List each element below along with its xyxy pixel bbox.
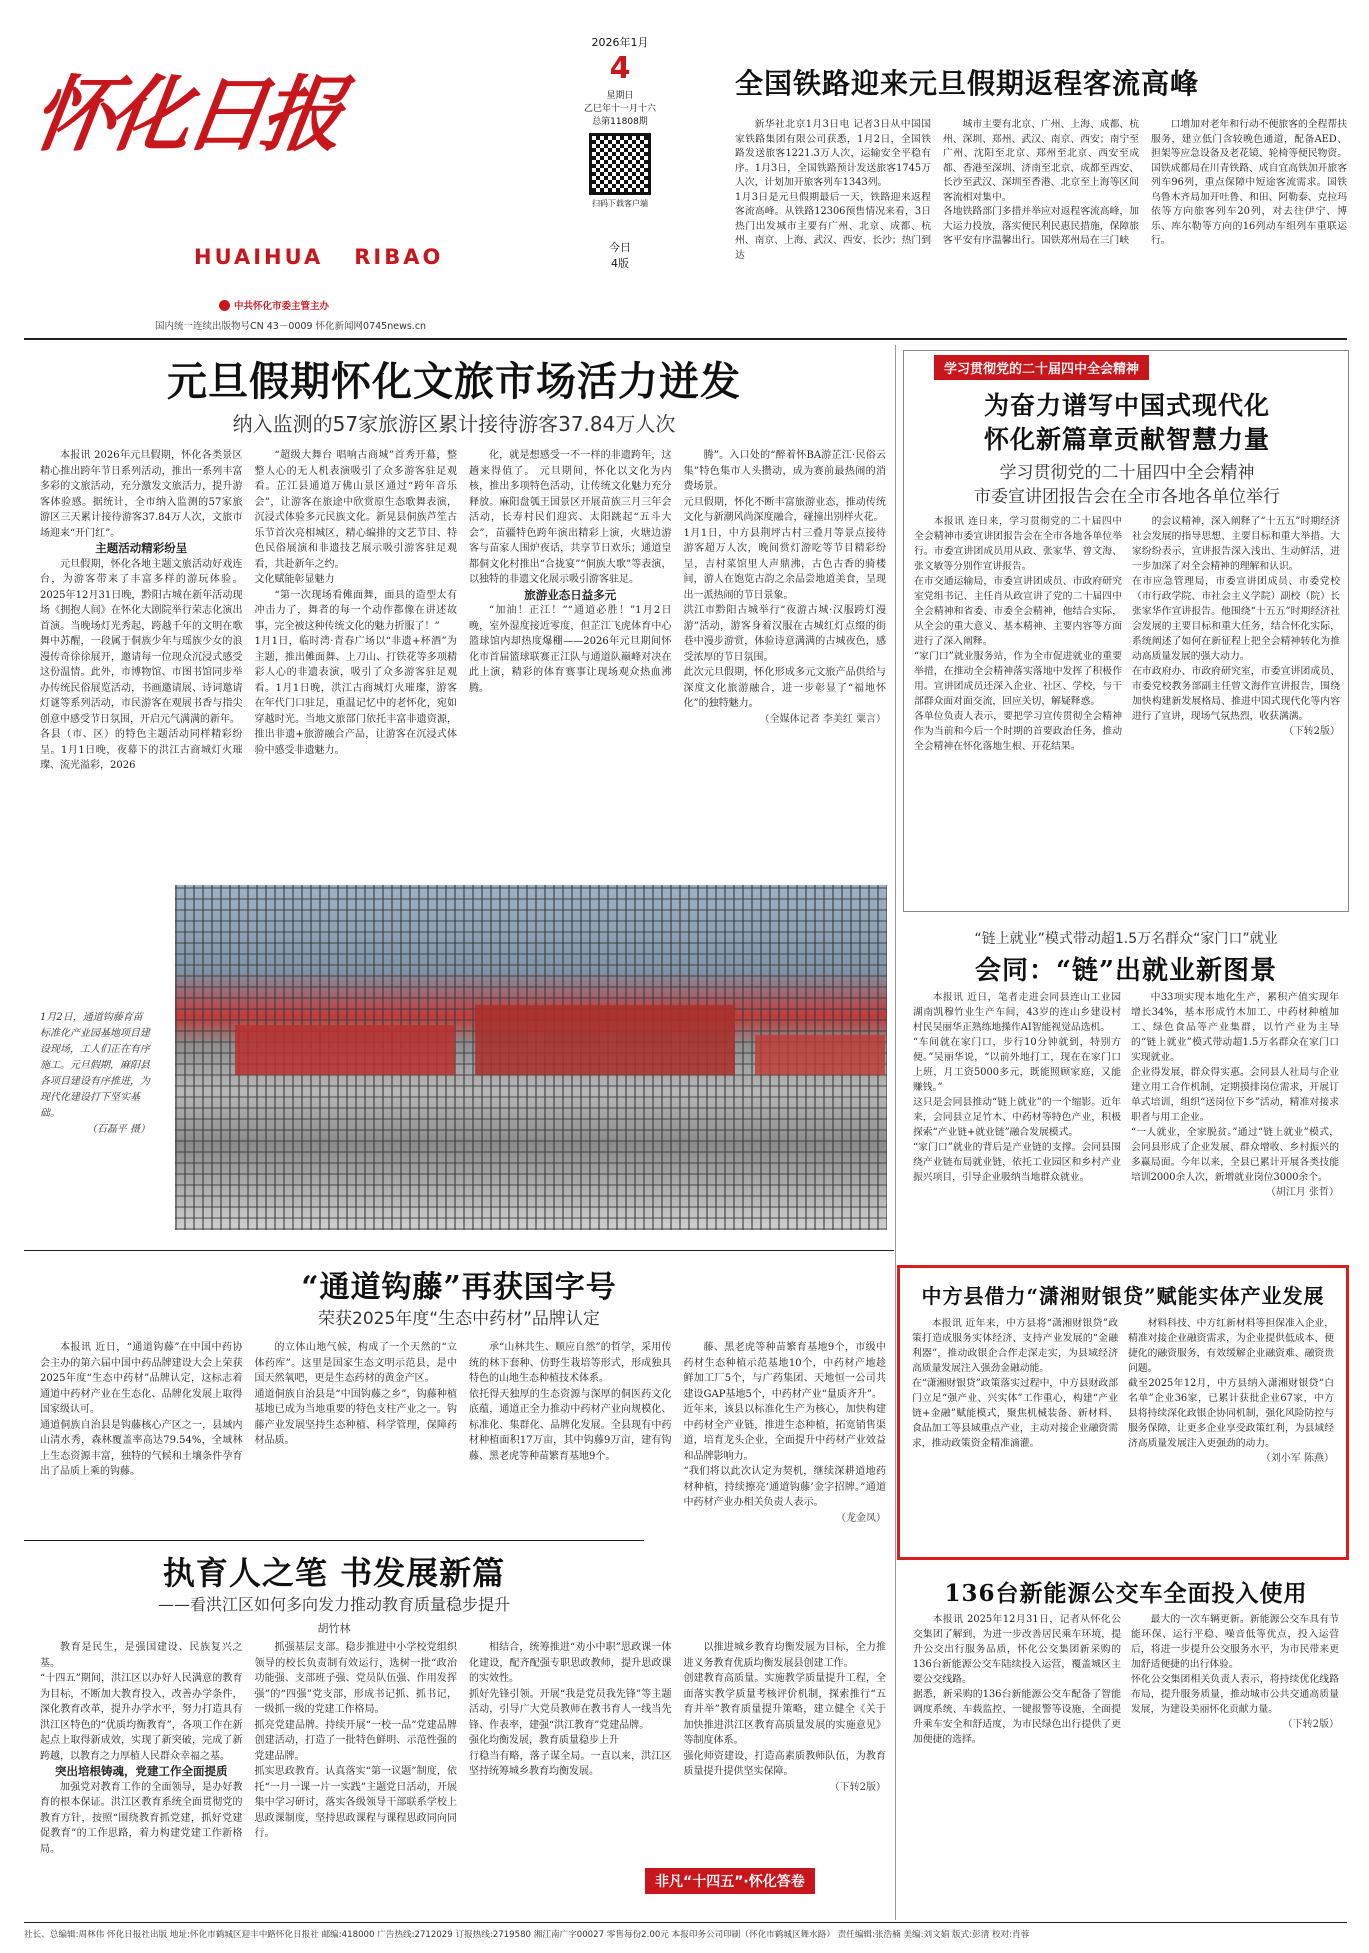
tourism-col-4: 腾”。入口处的“醉着怀BA游芷江·民俗云集”特色集市人头攒动，成为赛前最热闹的消费场景。 元旦假期，怀化不断丰富旅游业态，推动传统文化与新潮风尚深度融合，碰撞出别样火花。 1月1日，中方县荆坪古村三叠月等景点接待游客超万人次，晚间赏灯游吃等节目精彩纷呈，吉村菜馆里人声鼎沸，古色古香的骑楼间，游人在饱览古韵之余品尝地道美食，呈现出一派热闹的节日景象。 洪江市黔阳古城举行“夜游古城·汉服跨灯漫游”活动，游客身着汉服在古城红灯点缀的街巷中漫步游赏，体验诗意满满的古城夜色，感受浓厚的节日氛围。 此次元旦假期，怀化形成多元文旅产品供给与深度文化旅游融合，进一步彰显了“福地怀化”的独特魅力。 [683,450,886,709]
education-col-4: 以推进城乡教育均衡发展为目标，全力推进义务教育优质均衡发展县创建工作。 创建教育高质量。实施教学质量提升工程，全面落实教学质量考核评价机制，探索推行“五育并举”教育质量提升策略，建立健全《关于加快推进洪江区教育高质量发展的实施意见》等制度体系。 强化师资建设，打造高素质教师队伍，为教育质量提升提供坚实保障。 [683,1642,886,1777]
study-col-1: 本报讯 连日来，学习贯彻党的二十届四中全会精神市委宣讲团报告会在全市各地各单位举行。市委宣讲团成员用从政、张家华、曾文海、张文敏等分别作宣讲报告。 在市交通运输局，市委宣讲团成员、市政府研究室党组书记、主任肖从政宣讲了党的二十届四中全会精神和省委、市委全会精神，他结合实际，从全会的重大意义、基本精神、主要内容等方面进行了深入阐释。 “家门口”就业服务站，作为全市促进就业的重要举措，在推动全会精神落实落地中发挥了积极作用。宣讲团成员还深入企业、社区、学校，与干部群众面对面交流，回应关切，解疑释惑。 各单位负责人表示，要把学习宣传贯彻全会精神作为当前和今后一个时期的首要政治任务，推动全会精神在怀化落地生根、开花结果。 [914,516,1122,752]
education-subhead: 突出培根铸魂，党建工作全面提质 [55,1764,228,1778]
photo-red-platform-2 [475,1005,735,1075]
gouteng-col-2: 的立体山地气候，构成了一个天然的“立体药库”。这里是国家生态文明示范县，是中国天然氧吧，更是生态药材的黄金产区。 通道侗族自治县是“中国钩藤之乡”，钩藤种植基地已成为当地重要的特色支柱产业之一。钩藤产业发展坚持生态种植、科学管理，保障药材品质。 [254,1342,457,1446]
masthead-rule [24,338,1347,340]
date-box [560,26,680,326]
footer-rule [24,1922,1347,1923]
finance-box [897,1265,1349,1560]
tourism-body [40,448,886,868]
date-day: 4 [609,51,631,86]
gouteng-subtitle: 荣获2025年度“生态中药材”品牌认定 [318,1309,600,1329]
rail-news-body [735,118,1347,263]
bus-title: 136台新能源公交车全面投入使用 [944,1580,1308,1607]
divider-mid [24,1250,894,1251]
jobs-body [913,990,1339,1250]
bus-body [913,1612,1339,1912]
masthead [24,20,544,320]
rail-news-col-3: 口增加对老年和行动不便旅客的全程帮扶服务，建立低门含较晚色通道，配备AED、担架等应急设备及老花镜、轮椅等便民物资。国铁成都局在川青铁路、成自宜高铁加开旅客列车96列，重点保障中短途客流需求。国铁乌鲁木齐局加开吐鲁、和田、阿勒泰、克拉玛依等方向旅客列车20列，对去往伊宁、博乐、库尔勒等方向的16列动车组列车重联运行。 [1151,119,1347,246]
tourism-col-3: 化，就是想感受一不一样的非遗跨年，这趟来得值了。 元旦期间，怀化以文化为内核，推出多项特色活动，让传统文化魅力充分释放。麻阳盘瓠王国景区开展苗族三月三年会活动，长寿村民们迎宾、太阳跳起“五斗大会”，苗疆特色跨年演出精彩上演，火塘边游客与苗家人围炉夜话，共享节日欢乐；通道皇都侗文化村推出“合拢宴”“侗族大歌”等表演，以独特的非遗文化展示吸引游客驻足。 [469,450,672,585]
education-continued[interactable]: （下转2版） [829,1781,886,1793]
gouteng-title: “通道钩藤”再获国字号 [301,1270,617,1305]
tourism-col-3-rest: “加油！正江！”“通道必胜！”1月2日晚，室外湿度接近零度，但芷江飞虎体育中心篮球馆内却热度爆棚——2026年元旦期间怀化市首届篮球联赛正江队与通道队巅峰对决在此上演，精彩的体育赛事让现场观众热血沸腾。 [469,605,672,694]
weekday: 星期日 [606,91,634,101]
sponsor-line: 中共怀化市委主管主办 [219,298,329,312]
tourism-col-2-rest: “第一次现场看傩面舞，面具的造型太有冲击力了，舞者的每一个动作都像在讲述故事，完全被这种传统文化的魅力折服了！” 1月1日，临时湾·青春广场以“非遗+杯酒”为主题，推出傩面舞、上刀山、打铁花等多项精彩人心的非遗表演，吸引了众多游客驻足观看。1月1日晚，洪江古商城灯火璀璨，游客在年代门口驻足，重温记忆中的老怀化，宛如穿越时光。当地文旅部门依托丰富非遗资源，推出非遗+旅游融合产品，让游客在沉浸式体验中感受非遗魅力。 [254,589,457,756]
rail-news-title: 全国铁路迎来元旦假期返程客流高峰 [735,67,1200,100]
gouteng-col-4: 藤、黑老虎等种苗繁育基地9个，市级中药材生态种植示范基地10个，中药材产地趁鲜加工厂5个，与广药集团、天地恒一公司共建设GAP基地5个，中药材产业“量质齐升”。 近年来，该县以标准化生产为核心，加快构建中药材全产业链，推进生态种植，拓宽销售渠道，培育龙头企业，全面提升中药材产业效益和品牌影响力。 “我们将以此次认定为契机，继续深耕道地药材种植，持续擦亮‘通道钩藤’金字招牌。”通道中药材产业办相关负责人表示。 [683,1342,886,1508]
tourism-intro: 本报讯 2026年元旦假期，怀化各类景区精心推出跨年节日系列活动，推出一系列丰富多彩的文旅活动，充分激发文旅活力，提升游客体验感。据统计，全市纳入监测的57家旅游区三天累计接待游客37.84万人次，文旅市场迎来“开门红”。 [40,450,243,539]
gouteng-signature: （龙金凤） [836,1512,886,1524]
bus-continued[interactable]: （下转2版） [1282,1719,1339,1730]
issue-number: 总第11808期 [592,117,648,127]
education-title: 执育人之笔 书发展新篇 [162,1554,506,1592]
rail-news-col-2: 城市主要有北京、广州、上海、成都、杭州、深圳、郑州、武汉、南京、西安；南宁至广州、沈阳至北京、郑州至北京、西安至成都、香港至深圳、济南至北京、成都至西安、长沙至武汉、深圳至香港、北京至上海等区间客流相对集中。 各地铁路部门多措并举应对返程客流高峰，加大运力投放，落实便民利民惠民措施，保障旅客平安有序温馨出行。国铁郑州局在三门峡 [943,119,1139,246]
tourism-subhead-1: 主题活动精彩纷呈 [95,541,188,555]
study-col-2: 的会议精神，深入阐释了“十五五”时期经济社会发展的指导思想、主要目标和重大举措。大家纷纷表示，宣讲报告深入浅出、生动鲜活，进一步加深了对全会精神的理解和认识。 在市应急管理局，市委宣讲团成员、市委党校（市行政学院、市社会主义学院）副校（院）长张家华作宣讲报告。他围绕“十五五”时期经济社会发展的主要目标和重大任务，结合怀化实际，系统阐述了如何在新征程上把全会精神转化为推动高质量发展的强大动力。 在市政府办、市政府研究室，市委宣讲团成员、市委党校教务部副主任曾文海作宣讲报告，围绕加快构建新发展格局、推进中国式现代化等内容进行了宣讲，现场气氛热烈，收获满满。 [1132,516,1340,722]
party-emblem-icon [219,300,230,311]
jobs-col-2: 中33项实现本地化生产，累积产值实现年增长34%，基本形成竹木加工、中药材种植加工、绿色食品等产业集群，以竹产业为主导的“链上就业”模式带动超1.5万名群众在家门口实现就业。 企业得发展，群众得实惠。会同县人社局与企业建立用工合作机制，定期摸排岗位需求，开展订单式培训，组织“送岗位下乡”活动，精准对接求职者与用工企业。 “一人就业，全家脱贫。”通过“链上就业”模式，会同县形成了企业发展、群众增收、乡村振兴的多赢局面。今年以来，全县已累计开展各类技能培训2000余人次，新增就业岗位3000余个。 [1131,992,1339,1183]
column-divider [895,345,896,1920]
bus-col-1: 本报讯 2025年12月31日，记者从怀化公交集团了解到，为进一步改善居民乘车环境，提升公交出行服务品质，怀化公交集团新采购的136台新能源公交车陆续投入运营，覆盖城区主要公交线路。 据悉，新采购的136台新能源公交车配备了智能调度系统、车载监控、一键报警等设施，全面提升乘车安全和舒适度，为市民绿色出行提供了更加便捷的选择。 [913,1614,1121,1745]
banner-tag: 非凡“十四五”·怀化答卷 [645,1868,815,1894]
jobs-kicker: “链上就业”模式带动超1.5万名群众“家门口”就业 [974,931,1278,947]
study-tag: 学习贯彻党的二十届四中全会精神 [934,355,1149,380]
jobs-title: 会同：“链”出就业新图景 [975,956,1277,986]
study-subtitle: 学习贯彻党的二十届四中全会精神 市委宣讲团报告会在全市各地各单位举行 [974,463,1280,507]
logo-english: HUAIHUA RIBAO [194,245,444,269]
jobs-col-1: 本报讯 近日，笔者走进会同县连山工业园湖南凯穆竹业生产车间，43岁的连山乡建设村村民吴丽华正熟练地操作AI智能视觉品选机。 “车间就在家门口，步行10分钟就到，特别方便。”吴丽华说，“以前外地打工，现在在家门口上班，月工资5000多元，既能照顾家庭，又能赚钱。” 这只是会同县推动“链上就业”的一个缩影。近年来，会同县立足竹木、中药材等特色产业，积极探索“产业链+就业链”融合发展模式。 “家门口”就业的背后是产业链的支撑。会同县围绕产业链布局就业链，依托工业园区和乡村产业振兴项目，引导企业吸纳当地群众就业。 [913,992,1121,1183]
divider-lower [24,1540,644,1541]
tourism-signature: （全媒体记者 李美红 粟言） [759,713,886,725]
qr-caption: 扫码下载客户端 [592,199,648,208]
bus-col-2: 最大的一次车辆更新。新能源公交车具有节能环保、运行平稳、噪音低等优点，投入运营后，将进一步提升公交服务水平，为市民带来更加舒适便捷的出行体验。 怀化公交集团相关负责人表示，将持续优化线路布局，提升服务质量，推动城市公共交通高质量发展，为建设美丽怀化贡献力量。 [1131,1614,1339,1715]
study-box [903,350,1349,912]
footer-info: 社长、总编辑:周林伟 怀化日报社出版 地址:怀化市鹤城区迎丰中路怀化日报社 邮编:418000 广告热线:2712029 订报热线:2719580 湘江南广字00027 零售每份2.00元 本报印务公司印刷（怀化市鹤城区舞水路） 责任编辑:张浩楠 美编:刘文娟 版式:彭清 校对:肖蓉 [24,1930,1030,1940]
qr-code[interactable] [589,133,651,195]
education-subtitle: ——看洪江区如何多向发力推动教育质量稳步提升 [157,1595,510,1614]
date-line: 2026年1月 [591,36,649,49]
study-title: 为奋力谱写中国式现代化 怀化新篇章贡献智慧力量 [983,391,1270,454]
education-col-1-rest: 加强党对教育工作的全面领导，是办好教育的根本保证。洪江区教育系统全面贯彻党的教育方针，按照“围绕教育抓党建，抓好党建促教育”的工作思路，着力构建党建工作新格局。 [40,1781,243,1855]
photo-credit: （石磊平 摄） [86,1124,150,1135]
education-col-2: 抓强基层支部。稳步推进中小学校党组织领导的校长负责制有效运行，选树一批“政治功能强、支部班子强、党员队伍强、作用发挥强”的“四强”党支部，形成书记抓、抓书记，一级抓一级的党建工作格局。 抓亮党建品牌。持续开展“一校一品”党建品牌创建活动，打造了一批特色鲜明、示范性强的党建品牌。 抓实思政教育。认真落实“第一议题”制度，依托“一月一课一片一实践”主题党日活动，开展集中学习研讨，落实各级领导干部联系学校上思政课制度，坚持思政课程与课程思政同向同行。 [254,1642,457,1839]
cn-number: 国内统一连续出版物号CN 43－0009 怀化新闻网0745news.cn [155,321,427,332]
gouteng-col-3: 承“山林共生、顺应自然”的哲学，采用传统的林下套种、仿野生栽培等形式，形成独具特色的山地生态种植技术体系。 依托得天独厚的生态资源与深厚的侗医药文化底蕴，通道正全力推动中药材产业向规模化、标准化、集群化、品牌化发展。全县现有中药材种植面积17万亩，其中钩藤9万亩，建有钩藤、黑老虎等种苗繁育基地9个。 [469,1342,672,1462]
study-continued[interactable]: （下转2版） [1283,726,1340,737]
tourism-title: 元旦假期怀化文旅市场活力迸发 [167,358,741,405]
tourism-col-1: 元旦假期，怀化各地主题文旅活动好戏连台，为游客带来了丰富多样的游玩体验。2025年12月31日晚，黔阳古城在新年活动现场《拥抱人间》在怀化大剧院举行荣志化演出首演。当晚场灯光秀起，跨越千年的文明在歌舞中苏醒，一段属于侗族少年与瑶族少女的浪漫传奇徐徐展开，邀请每一位现众沉浸式感受这份温情。此外，市博物馆、市图书馆同步举办传统民俗展览活动，书画邀请展、诗词邀请灯谜等系列活动，市民游客在观展书香与指尖创意中感受节日氛围，开启元气满满的新年。 各县（市、区）的特色主题活动同样精彩纷呈。1月1日晚，夜幕下的洪江古商城灯火璀璨、流光溢彩，2026 [40,558,243,771]
finance-col-1: 本报讯 近年来，中方县将“潇湘财银贷”政策打造成服务实体经济、支持产业发展的“金融利器”，推动政银企合作走深走实，为县域经济高质量发展注入强劲金融动能。 在“潇湘财银贷”政策落实过程中，中方县财政部门立足“强产业、兴实体”工作重心，构建“产业链+金融”赋能模式，聚焦机械装备、新材料、食品加工等县域重点产业，主动对接企业融资需求，推动政策资金精准滴灌。 [912,1318,1118,1449]
education-col-1: 教育是民生，是强国建设、民族复兴之基。 “十四五”期间，洪江区以办好人民满意的教育为目标，不断加大教育投入，改善办学条件，深化教育改革，提升办学水平，努力打造具有洪江区特色的“优质均衡教育”，各项工作在新起点上取得新成效，实现了新突破，完成了新跨越，以教育之力厚植人民群众幸福之基。 [40,1642,243,1762]
rail-news-col-1: 新华社北京1月3日电 记者3日从中国国家铁路集团有限公司获悉，1月2日，全国铁路发送旅客1221.3万人次，运输安全平稳有序。1月3日，全国铁路预计发送旅客1745万人次，计划加开旅客列车1343列。 1月3日是元旦假期最后一天，铁路迎来返程客流高峰。从铁路12306预售情况来看，3日热门出发城市主要有广州、北京、成都、杭州、南京、上海、武汉、西安、长沙；热门到达 [735,119,931,261]
photo-caption: 1月2日，通道钩藤育苗标准化产业园基地项目建设现场，工人们正在有序施工。元旦假期，麻阳县各项目建设有序推进，为现代化建设打下坚实基础。 [40,1012,150,1119]
construction-photo [175,885,887,1230]
gouteng-col-1: 本报讯 近日，“通道钩藤”在中国中药协会主办的第六届中国中药品牌建设大会上荣获2025年度“生态中药材”品牌认定，这标志着通道中药材产业在生态化、品牌化发展上取得国家级认可。 通道侗族自治县是钩藤核心产区之一，县域内山清水秀，森林覆盖率高达79.54%，全域林上生态资源丰富，独特的气候和土壤条件孕育出了品质上乘的钩藤。 [40,1342,243,1477]
finance-body [912,1316,1334,1554]
tourism-subhead-3: 旅游业态日益多元 [524,587,617,602]
photo-red-platform-1 [235,1025,455,1075]
education-col-3: 相结合，统筹推进“劝小中职”思政课一体化建设，配齐配强专职思政教师，提升思政课的实效性。 抓好先锋引领。开展“我是党员我先锋”等主题活动，引导广大党员教师在教书育人一线当先锋、作表率，建强“洪江教育”党建品牌。 强化均衡发展，教育质量稳步上升 行稳当有略，落子谋全局。一直以来，洪江区坚持统筹城乡教育均衡发展。 [469,1642,672,1777]
tourism-col-2: “超级大舞台 唱响古商城”首秀开幕，整整人心的无人机表演吸引了众多游客驻足观看。芷江县通道万佛山景区通过“跨年音乐会”，让游客在旅途中欣赏原生态歌舞表演，沉浸式体验多元民族文化。新晃县侗族芦笙古乐节首次亮相城区，精心编排的文艺节目、特色民俗展演和非遗技艺展示吸引游客驻足观看，共赴新年之约。 文化赋能彰显魅力 [254,450,457,585]
lunar-date: 乙巳年十一月十六 [583,104,656,114]
finance-col-2: 材料科技、中方红新材料等担保准入企业，精准对接企业融资需求，为企业提供低成本、便捷化的融资服务，有效缓解企业融资难、融资贵问题。 截至2025年12月，中方县纳入潇湘财银贷“白名单”企业36家，已累计获批企业67家，中方县将持续深化政银企协同机制，强化风险防控与服务保障，让更多企业享受政策红利，为县域经济高质量发展注入更强劲的动力。 [1128,1318,1334,1449]
finance-title: 中方县借力“潇湘财银贷”赋能实体产业发展 [921,1284,1325,1308]
gouteng-body [40,1340,886,1530]
photo-red-platform-3 [755,1035,885,1075]
jobs-signature: （胡江月 张哲） [1265,1187,1339,1198]
page-count: 今日 4版 [609,241,631,270]
tourism-subtitle: 纳入监测的57家旅游区累计接待游客37.84万人次 [232,412,676,436]
newspaper-logo: 怀化日报 [26,67,345,163]
finance-signature: （刘小军 陈燕） [1260,1453,1334,1464]
photo-caption-box [40,1010,150,1138]
education-author: 胡竹林 [317,1622,351,1635]
study-body [914,514,1340,904]
